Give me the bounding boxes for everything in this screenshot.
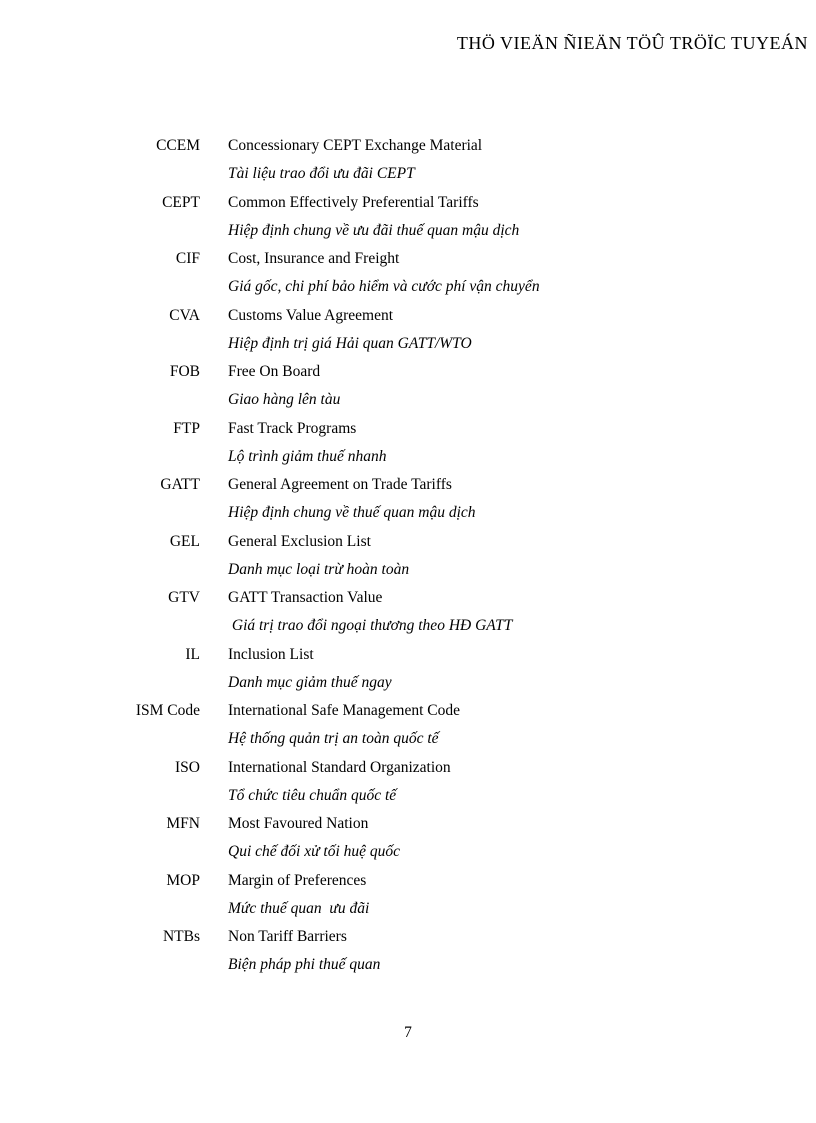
definition-block — [228, 754, 816, 810]
definition-block — [228, 358, 816, 414]
vietnamese-translation: Tổ chức tiêu chuẩn quốc tế — [228, 786, 397, 804]
english-definition: Margin of Preferences — [228, 871, 367, 889]
definition-block — [228, 302, 816, 358]
vietnamese-translation: Qui chế đối xử tối huệ quốc — [228, 843, 401, 860]
abbreviation-label: ISM Code — [135, 702, 200, 719]
abbreviation-label: CCEM — [156, 137, 200, 154]
vietnamese-translation: Lộ trình giảm thuế nhanh — [228, 447, 387, 465]
vietnamese-translation: Biện pháp phi thuế quan — [228, 956, 381, 973]
abbreviation-entry — [0, 867, 816, 923]
definition-block — [228, 923, 816, 979]
definition-block — [228, 641, 816, 697]
abbreviation-entry — [0, 358, 816, 414]
english-definition: Cost, Insurance and Freight — [228, 250, 400, 267]
english-definition: Fast Track Programs — [228, 419, 357, 437]
definition-block — [228, 528, 816, 584]
vietnamese-translation: Hiệp định trị giá Hải quan GATT/WTO — [228, 334, 472, 352]
abbreviation-entry — [0, 584, 816, 640]
abbreviation-entry — [0, 641, 816, 697]
abbreviation-entry — [0, 810, 816, 866]
definition-block — [228, 415, 816, 471]
vietnamese-translation: Giao hàng lên tàu — [228, 391, 341, 408]
abbreviation-entry — [0, 923, 816, 979]
english-definition: Free On Board — [228, 363, 321, 380]
abbreviation-entry — [0, 528, 816, 584]
abbreviation-entry — [0, 302, 816, 358]
definition-block — [228, 867, 816, 923]
definition-block — [228, 810, 816, 866]
english-definition: International Safe Management Code — [228, 702, 460, 719]
page-header-title: THÖ VIEÄN ÑIEÄN TÖÛ TRÖÏC TUYEÁN — [456, 33, 808, 53]
english-definition: GATT Transaction Value — [228, 589, 383, 606]
abbreviation-entry — [0, 189, 816, 245]
abbreviation-entry — [0, 754, 816, 810]
vietnamese-translation: Hệ thống quản trị an toàn quốc tế — [228, 730, 439, 747]
abbreviation-entry — [0, 697, 816, 753]
definition-block — [228, 132, 816, 188]
definition-block — [228, 697, 816, 753]
abbreviation-entry — [0, 471, 816, 527]
abbreviation-label: CVA — [169, 306, 200, 324]
english-definition: Common Effectively Preferential Tariffs — [228, 193, 479, 211]
abbreviation-label: GATT — [160, 476, 200, 493]
page-number: 7 — [404, 1024, 412, 1041]
abbreviation-label: MOP — [166, 871, 200, 889]
abbreviation-label: GTV — [168, 589, 200, 606]
vietnamese-translation: Giá gốc, chi phí bảo hiểm và cước phí vận chuyển — [228, 278, 540, 295]
english-definition: International Standard Organization — [228, 758, 451, 776]
english-definition: General Agreement on Trade Tariffs — [228, 476, 452, 493]
abbreviation-label: CIF — [175, 250, 200, 267]
english-definition: Non Tariff Barriers — [228, 928, 347, 945]
vietnamese-translation: Mức thuế quan ưu đãi — [228, 899, 370, 917]
vietnamese-translation: Tài liệu trao đổi ưu đãi CEPT — [228, 165, 415, 182]
abbreviation-label: ISO — [175, 758, 200, 776]
abbreviation-label: NTBs — [162, 928, 200, 945]
abbreviation-entry — [0, 245, 816, 301]
vietnamese-translation: Hiệp định chung về ưu đãi thuế quan mậu dịch — [228, 221, 520, 239]
english-definition: Customs Value Agreement — [228, 306, 394, 324]
abbreviation-list — [0, 132, 816, 979]
abbreviation-label: CEPT — [162, 193, 200, 211]
vietnamese-translation: Danh mục loại trừ hoàn toàn — [228, 560, 410, 578]
definition-block — [228, 189, 816, 245]
vietnamese-translation: Giá trị trao đổi ngoại thương theo HĐ GATT — [228, 617, 513, 634]
abbreviation-label: FOB — [169, 363, 200, 380]
definition-block — [228, 471, 816, 527]
abbreviation-entry — [0, 415, 816, 471]
abbreviation-label: GEL — [169, 532, 200, 550]
abbreviation-label: FTP — [173, 419, 200, 437]
english-definition: Most Favoured Nation — [228, 815, 369, 832]
abbreviation-label: IL — [185, 645, 200, 663]
abbreviation-label: MFN — [166, 815, 200, 832]
vietnamese-translation: Hiệp định chung về thuế quan mậu dịch — [228, 504, 476, 521]
english-definition: General Exclusion List — [228, 532, 371, 550]
english-definition: Concessionary CEPT Exchange Material — [228, 137, 483, 154]
vietnamese-translation: Danh mục giảm thuế ngay — [228, 673, 392, 691]
abbreviation-entry — [0, 132, 816, 188]
definition-block — [228, 245, 816, 301]
english-definition: Inclusion List — [228, 645, 314, 663]
definition-block — [228, 584, 816, 640]
